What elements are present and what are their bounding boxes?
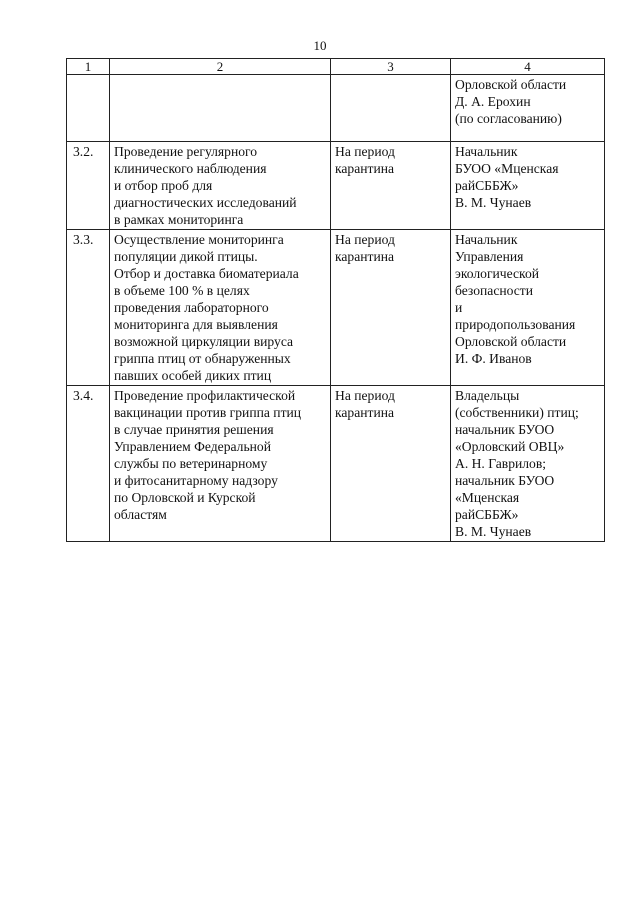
measures-table xyxy=(66,58,605,542)
header-cell-2: 2 xyxy=(110,59,331,75)
line: клинического наблюдения xyxy=(114,161,267,176)
cell-num-empty xyxy=(67,75,110,142)
cell-period xyxy=(331,230,451,386)
line: Отбор и доставка биоматериала xyxy=(114,266,299,281)
line: карантина xyxy=(335,405,395,420)
line: экологической xyxy=(455,266,540,281)
cell-responsible xyxy=(451,230,605,386)
line: И. Ф. Иванов xyxy=(455,351,532,366)
line: природопользования xyxy=(455,317,576,332)
cell-action-empty xyxy=(110,75,331,142)
header-cell-4: 4 xyxy=(451,59,605,75)
line: карантина xyxy=(335,161,395,176)
line: карантина xyxy=(335,249,395,264)
page-number: 10 xyxy=(313,38,327,53)
cell-action xyxy=(110,386,331,542)
line: А. Н. Гаврилов; xyxy=(455,456,547,471)
table-row-continuation xyxy=(67,75,605,142)
line: проведения лабораторного xyxy=(114,300,269,315)
line: в объеме 100 % в целях xyxy=(114,283,250,298)
line: райСББЖ» xyxy=(455,507,519,522)
cell-responsible-continuation xyxy=(451,75,605,142)
line: гриппа птиц от обнаруженных xyxy=(114,351,291,366)
line: Начальник xyxy=(455,144,518,159)
line: Осуществление мониторинга xyxy=(114,232,284,247)
line: Начальник xyxy=(455,232,518,247)
line: Управления xyxy=(455,249,524,264)
cell-num: 3.2. xyxy=(67,142,110,230)
line: мониторинга для выявления xyxy=(114,317,278,332)
cell-num: 3.4. xyxy=(67,386,110,542)
line: областям xyxy=(114,507,167,522)
line: Владельцы xyxy=(455,388,520,403)
line: начальник БУОО xyxy=(455,473,555,488)
line: в рамках мониторинга xyxy=(114,212,244,227)
line: Д. А. Ерохин xyxy=(455,94,531,109)
line: возможной циркуляции вируса xyxy=(114,334,294,349)
table-row xyxy=(67,142,605,230)
cell-action xyxy=(110,142,331,230)
line: диагностических исследований xyxy=(114,195,297,210)
line: Орловской области xyxy=(455,77,567,92)
line: популяции дикой птицы. xyxy=(114,249,258,264)
cell-period-empty xyxy=(331,75,451,142)
line: службы по ветеринарному xyxy=(114,456,268,471)
header-cell-3: 3 xyxy=(331,59,451,75)
line: вакцинации против гриппа птиц xyxy=(114,405,302,420)
line: «Мценская xyxy=(455,490,520,505)
line: начальник БУОО xyxy=(455,422,555,437)
line: павших особей диких птиц xyxy=(114,368,272,383)
line: и xyxy=(455,300,463,315)
line: Управлением Федеральной xyxy=(114,439,271,454)
line: Проведение профилактической xyxy=(114,388,296,403)
line: Орловской области xyxy=(455,334,567,349)
line: В. М. Чунаев xyxy=(455,195,532,210)
cell-num: 3.3. xyxy=(67,230,110,386)
line: В. М. Чунаев xyxy=(455,524,532,539)
line: (собственники) птиц; xyxy=(455,405,579,420)
table-header-row xyxy=(67,59,605,75)
line: На период xyxy=(335,388,395,403)
line: «Орловский ОВЦ» xyxy=(455,439,565,454)
table-row xyxy=(67,230,605,386)
line: по Орловской и Курской xyxy=(114,490,256,505)
cell-responsible xyxy=(451,386,605,542)
cell-responsible xyxy=(451,142,605,230)
line: безопасности xyxy=(455,283,534,298)
line: в случае принятия решения xyxy=(114,422,274,437)
table-row xyxy=(67,386,605,542)
cell-period xyxy=(331,142,451,230)
line: (по согласованию) xyxy=(455,111,562,126)
cell-action xyxy=(110,230,331,386)
header-cell-1: 1 xyxy=(67,59,110,75)
line: и отбор проб для xyxy=(114,178,213,193)
line: БУОО «Мценская xyxy=(455,161,559,176)
cell-period xyxy=(331,386,451,542)
line: и фитосанитарному надзору xyxy=(114,473,278,488)
line: На период xyxy=(335,144,395,159)
line: Проведение регулярного xyxy=(114,144,258,159)
line: райСББЖ» xyxy=(455,178,519,193)
line: На период xyxy=(335,232,395,247)
